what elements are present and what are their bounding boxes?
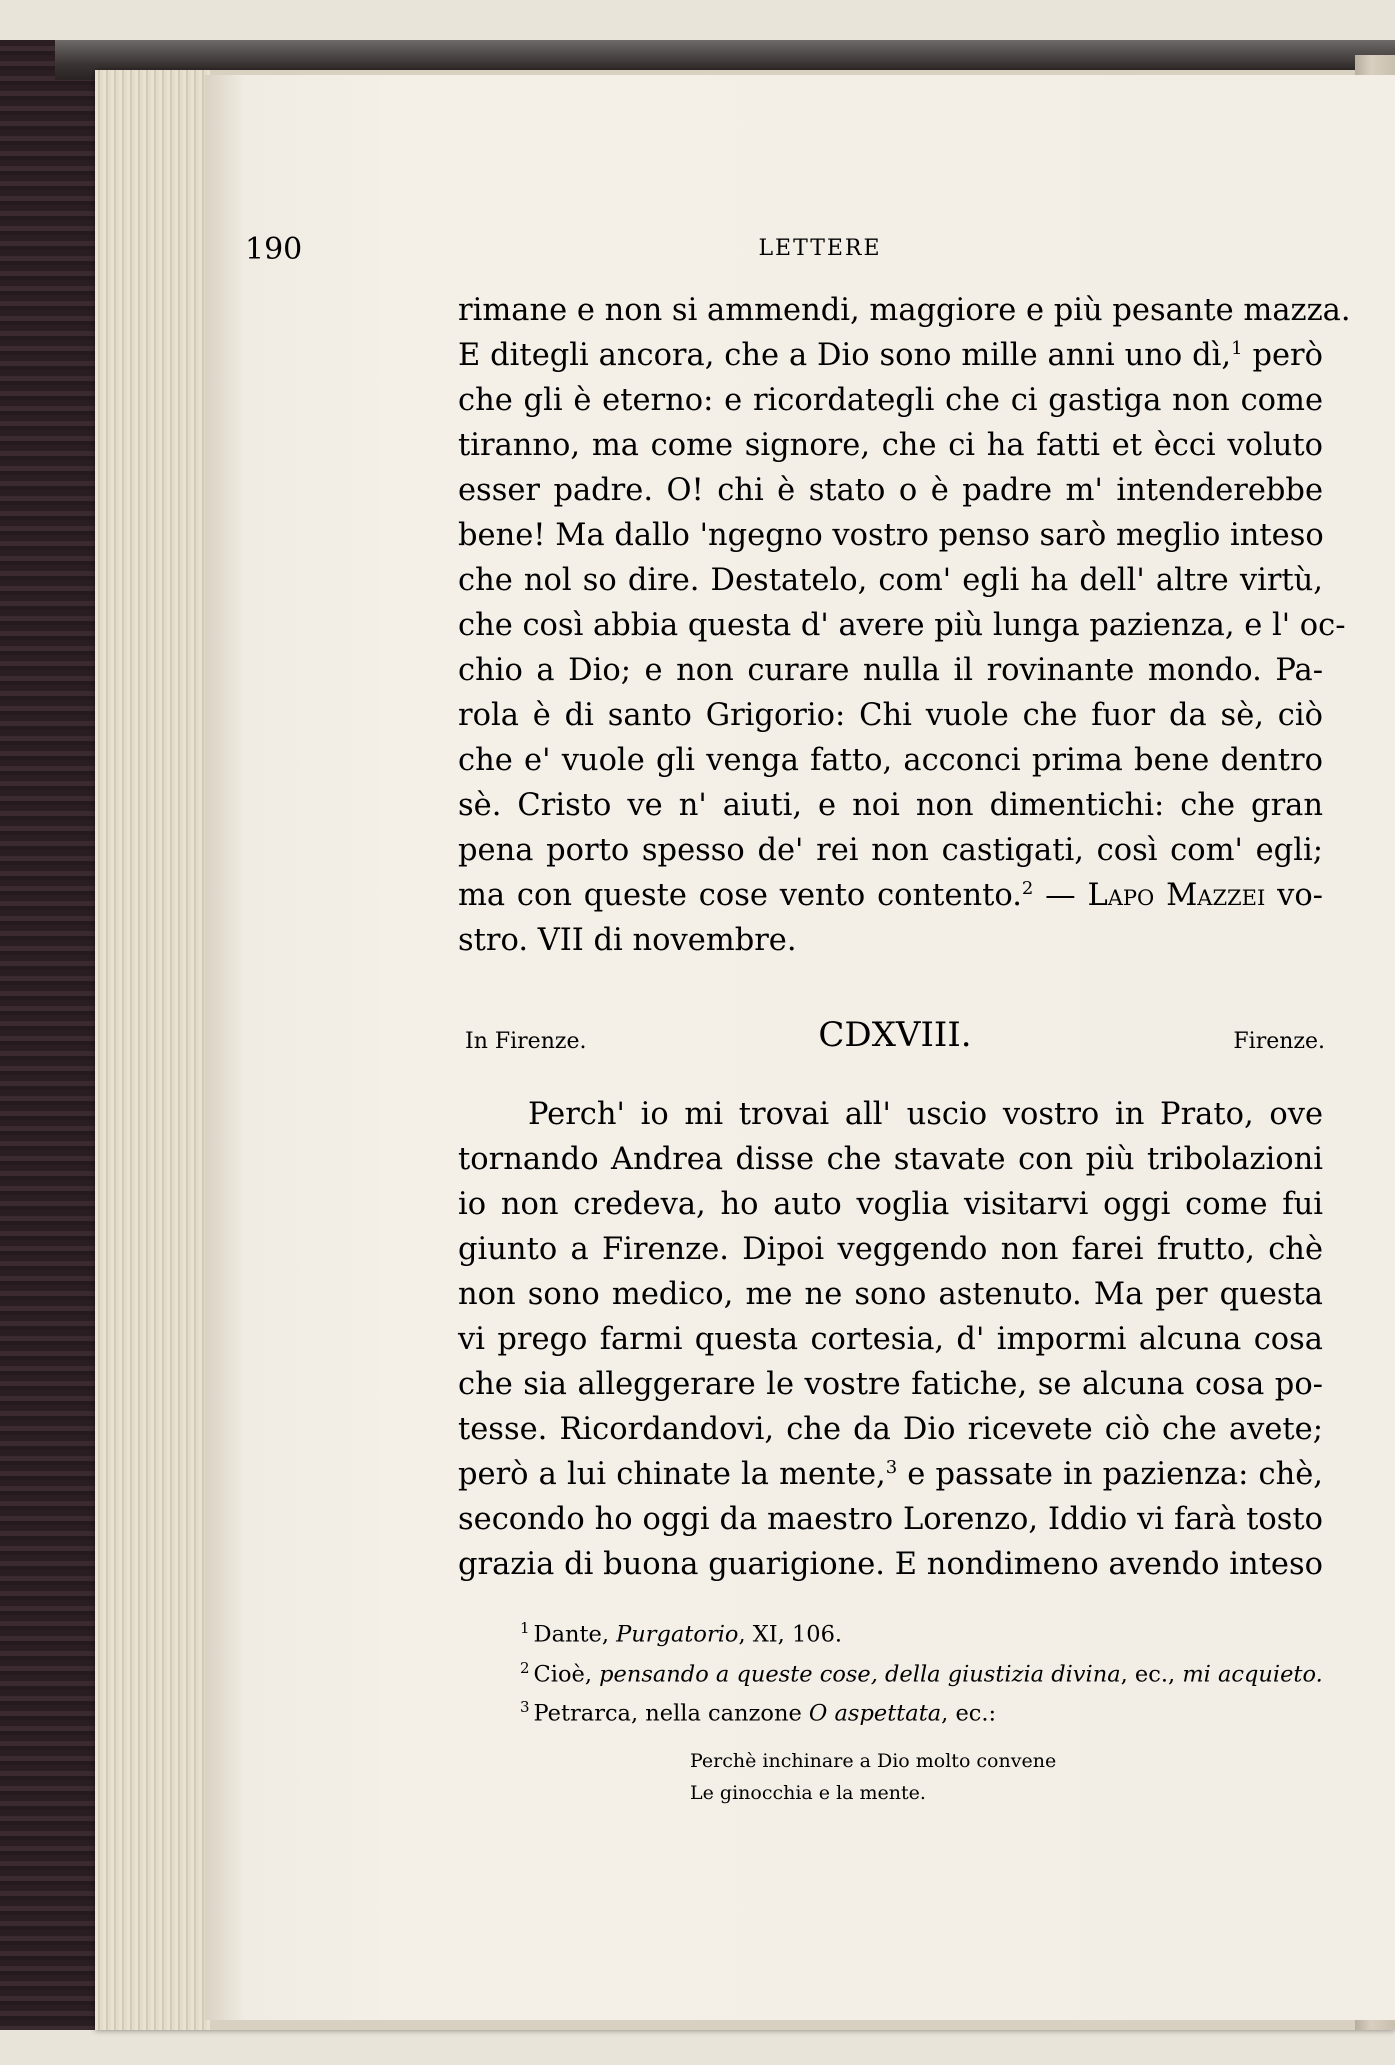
footnotes (465, 1612, 1325, 1731)
footnote-ref: 2 (1021, 877, 1034, 899)
text-line: pena porto spesso de' rei non castigati, così com' egli; (458, 833, 1323, 868)
text-line: che gli è eterno: e ricordategli che ci gastiga non come (458, 383, 1323, 418)
letter-next-text (458, 1093, 1323, 1588)
work-title: Purgatorio (616, 1621, 739, 1648)
text-line: io non credeva, ho auto voglia visitarvi oggi come fui (458, 1187, 1323, 1222)
letter-heading (465, 1015, 1325, 1065)
text-line: vi prego farmi questa cortesia, d' impormi alcuna cosa (458, 1322, 1323, 1357)
footnote-1 (465, 1612, 1325, 1652)
italic-text: mi acquieto. (1182, 1661, 1323, 1687)
verse-line: Le ginocchia e la mente. (690, 1782, 926, 1804)
text-line: che così abbia questa d' avere più lunga pazienza, e l' oc- (458, 608, 1346, 643)
text-fragment: Cioè, (533, 1661, 600, 1687)
italic-text: pensando a queste cose, della giustizia divina (599, 1661, 1121, 1687)
footnote-number: 3 (520, 1698, 530, 1716)
text-line: bene! Ma dallo 'ngegno vostro penso sarò meglio inteso (458, 518, 1324, 553)
footnote-number: 2 (520, 1658, 530, 1677)
letter-previous-text (458, 288, 1351, 963)
text-line: stro. VII di novembre. (458, 923, 797, 958)
text-line: che nol so dire. Destatelo, com' egli ha dell' altre virtù, (458, 563, 1323, 598)
text-fragment: però a lui chinate la mente, (458, 1457, 886, 1492)
text-line: secondo ho oggi da maestro Lorenzo, Iddio vi farà tosto (458, 1502, 1323, 1537)
text-fragment: e passate in pazienza: chè, (897, 1457, 1324, 1492)
page-number: 190 (245, 232, 303, 267)
verse-quote (690, 1745, 1056, 1809)
signature: Lapo Mazzei (1087, 878, 1266, 913)
text-line: sè. Cristo ve n' aiuti, e noi non dimentichi: che gran (458, 788, 1323, 823)
letter-from: In Firenze. (465, 1029, 587, 1054)
text-line: che e' vuole gli venga fatto, acconci prima bene dentro (458, 743, 1323, 778)
text-fragment: , ec., (1120, 1661, 1183, 1687)
text-fragment: ma con queste cose vento contento. (458, 878, 1022, 913)
text-line: giunto a Firenze. Dipoi veggendo non farei frutto, chè (458, 1232, 1323, 1267)
footnote-2 (465, 1652, 1325, 1692)
text-line: tesse. Ricordandovi, che da Dio ricevete ciò che avete; (458, 1412, 1323, 1447)
footnote-ref: 3 (885, 1456, 898, 1478)
text-fragment: però (1242, 338, 1323, 373)
text-fragment: vo- (1265, 878, 1323, 913)
text-fragment: Petrarca, nella canzone (533, 1700, 809, 1727)
text-line: tornando Andrea disse che stavate con più tribolazioni (458, 1142, 1323, 1177)
page-edges (95, 70, 210, 2030)
text-fragment: Dante, (533, 1621, 617, 1648)
text-line (458, 1453, 1323, 1498)
text-line (458, 873, 1323, 918)
verse-line: Perchè inchinare a Dio molto convene (690, 1750, 1057, 1772)
text-fragment: , XI, 106. (738, 1621, 843, 1648)
text-fragment: — (1033, 878, 1088, 913)
footnote-number: 1 (520, 1619, 530, 1637)
footnote-ref: 1 (1231, 337, 1243, 359)
letter-to: Firenze. (1233, 1029, 1325, 1054)
text-line: grazia di buona guarigione. E nondimeno avendo inteso (458, 1547, 1323, 1582)
text-line (458, 333, 1323, 378)
text-line: rimane e non si ammendi, maggiore e più pesante mazza. (458, 293, 1351, 328)
letter-number: CDXVIII. (818, 1015, 972, 1055)
text-line: tiranno, ma come signore, che ci ha fatti et ècci voluto (458, 428, 1323, 463)
work-title: O aspettata (808, 1700, 942, 1727)
footnote-3 (465, 1691, 1325, 1731)
text-line: non sono medico, me ne sono astenuto. Ma per questa (458, 1277, 1323, 1312)
text-fragment: , ec.: (941, 1700, 997, 1727)
running-title: LETTERE (758, 236, 882, 261)
text-line: che sia alleggerare le vostre fatiche, se alcuna cosa po- (458, 1367, 1323, 1402)
text-fragment: E ditegli ancora, che a Dio sono mille anni uno dì, (458, 338, 1232, 373)
text-line: rola è di santo Grigorio: Chi vuole che fuor da sè, ciò (458, 698, 1323, 733)
running-head (245, 232, 1325, 272)
text-line: esser padre. O! chi è stato o è padre m' intenderebbe (458, 473, 1323, 508)
text-line: chio a Dio; e non curare nulla il rovinante mondo. Pa- (458, 653, 1323, 688)
text-line: Perch' io mi trovai all' uscio vostro in Prato, ove (528, 1097, 1323, 1132)
